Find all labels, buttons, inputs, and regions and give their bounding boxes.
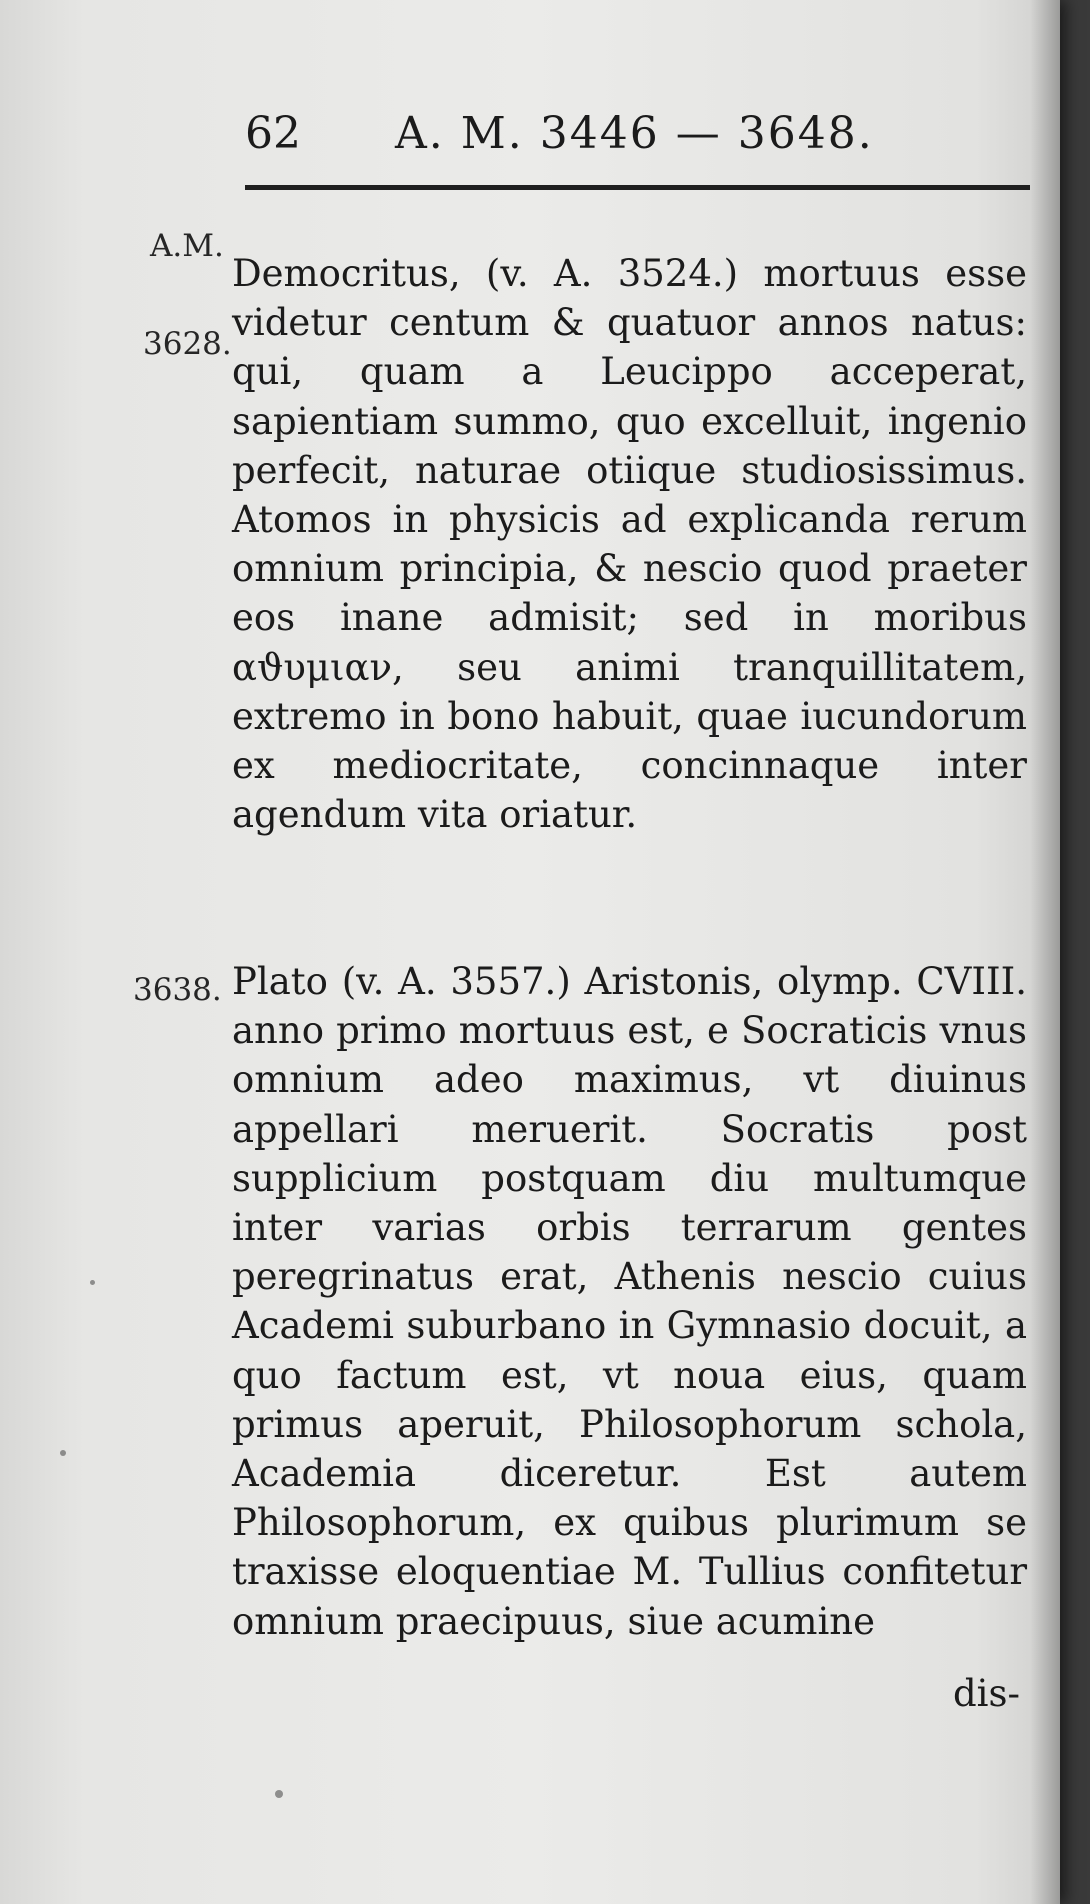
paragraph-democritus: Democritus, (v. A. 3524.) mortuus esse videtur centum & quatuor annos natus: qui, quam a Leucippo acceperat, sapientiam summo, quo excelluit, ingenio perfecit, naturae otiique studiosissimus. Atomos in physicis ad explicanda rerum omnium principia, & nescio quod praeter eos inane admisit; sed in moribus αϑυμιαν, seu animi tranquillitatem, extremo in bono habuit, quae iucundorum ex mediocritate, concinnaque inter agendum vita oriatur.: [232, 252, 1027, 837]
paper-speck: [275, 1790, 283, 1798]
running-head: A. M. 3446 — 3648.: [395, 108, 874, 159]
page-edge-shadow: [1030, 0, 1060, 1904]
margin-note-year-3628: 3628.: [143, 326, 232, 362]
page-number: 62: [245, 108, 301, 159]
paper-speck: [90, 1280, 95, 1285]
margin-note-year-3638: 3638.: [133, 972, 222, 1008]
catchword: dis-: [952, 1672, 1020, 1715]
paragraph-plato: Plato (v. A. 3557.) Aristonis, olymp. CVIII. anno primo mortuus est, e Socraticis vnus omnium adeo maximus, vt diuinus appellari meruerit. Socratis post supplicium postquam diu multumque inter varias orbis terrarum gentes peregrinatus erat, Athenis nescio cuius Academi suburbano in Gymnasio docuit, a quo factum est, vt noua eius, quam primus aperuit, Philosophorum schola, Academia diceretur. Est autem Philosophorum, ex quibus plurimum se traxisse eloquentiae M. Tullius confitetur omnium praecipuus, siue acumine: [232, 960, 1027, 1643]
margin-note-am: A.M.: [150, 228, 224, 264]
header-rule: [245, 185, 1030, 190]
paper-speck: [60, 1450, 66, 1456]
page-header: [245, 100, 1025, 170]
